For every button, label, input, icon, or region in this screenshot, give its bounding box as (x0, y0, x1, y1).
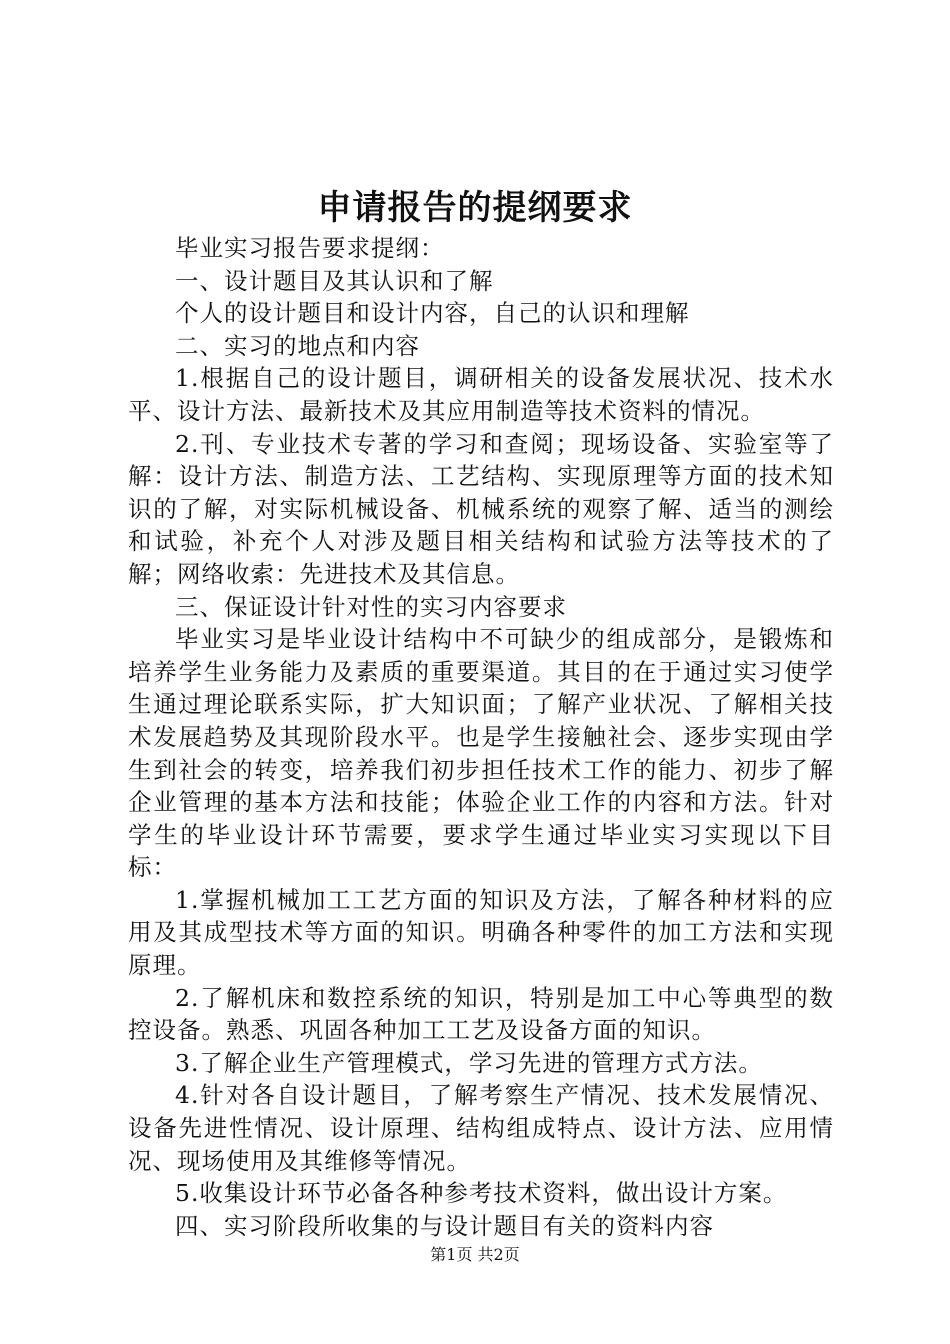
section-heading-1: 一、设计题目及其认识和了解 (175, 266, 494, 295)
section-heading-4: 四、实习阶段所收集的与设计题目有关的资料内容 (175, 1211, 714, 1240)
document-body (128, 232, 834, 1242)
page-footer: 第1页 共2页 (430, 1245, 520, 1264)
list-item: 2.刊、专业技术专著的学习和查阅；现场设备、实验室等了解：设计方法、制造方法、工艺结构、实现原理等方面的技术知识的了解，对实际机械设备、机械系统的观察了解、适当的测绘和试验，补充个人对涉及题目相关结构和试验方法等技术的了解；网络收索：先进技术及其信息。 (128, 429, 834, 588)
list-item: 4.针对各自设计题目，了解考察生产情况、技术发展情况、设备先进性情况、设计原理、结构组成特点、设计方法、应用情况、现场使用及其维修等情况。 (128, 1081, 834, 1175)
paragraph: 个人的设计题目和设计内容，自己的认识和理解 (175, 299, 690, 328)
document-title: 申请报告的提纲要求 (317, 188, 633, 228)
section-heading-3: 三、保证设计针对性的实习内容要求 (175, 592, 567, 621)
list-item: 1.掌握机械加工工艺方面的知识及方法，了解各种材料的应用及其成型技术等方面的知识。明确各种零件的加工方法和实现原理。 (128, 885, 834, 980)
section-heading-2: 二、实习的地点和内容 (175, 331, 420, 360)
list-item: 1.根据自己的设计题目，调研相关的设备发展状况、技术水平、设计方法、最新技术及其应用制造等技术资料的情况。 (128, 364, 834, 425)
paragraph: 毕业实习是毕业设计结构中不可缺少的组成部分，是锻炼和培养学生业务能力及素质的重要渠道。其目的在于通过实习使学生通过理论联系实际，扩大知识面；了解产业状况、了解相关技术发展趋势及其现阶段水平。也是学生接触社会、逐步实现由学生到社会的转变，培养我们初步担任技术工作的能力、初步了解企业管理的基本方法和技能；体验企业工作的内容和方法。针对学生的毕业设计环节需要，要求学生通过毕业实习实现以下目标： (128, 625, 834, 882)
list-item: 5.收集设计环节必备各种参考技术资料，做出设计方案。 (175, 1179, 788, 1208)
paragraph-outline-heading: 毕业实习报告要求提纲： (175, 234, 445, 262)
list-item: 3.了解企业生产管理模式，学习先进的管理方式方法。 (175, 1048, 763, 1077)
list-item: 2.了解机床和数控系统的知识，特别是加工中心等典型的数控设备。熟悉、巩固各种加工工艺及设备方面的知识。 (128, 983, 834, 1045)
